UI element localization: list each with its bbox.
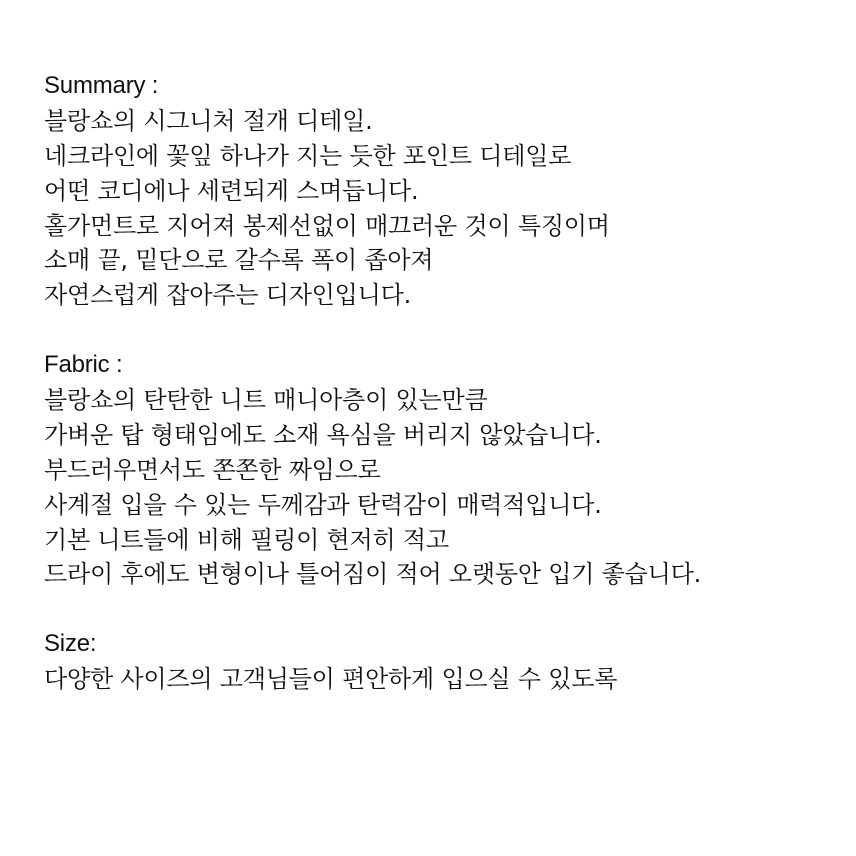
size-line: 다양한 사이즈의 고객님들이 편안하게 입으실 수 있도록	[44, 665, 618, 694]
summary-line: 홀가먼트로 지어져 봉제선없이 매끄러운 것이 특징이며	[44, 211, 610, 240]
fabric-heading: Fabric :	[44, 351, 123, 379]
fabric-line: 기본 니트들에 비해 필링이 현저히 적고	[44, 525, 449, 554]
summary-line: 소매 끝, 밑단으로 갈수록 폭이 좁아져	[44, 246, 434, 275]
section-spacer	[44, 313, 834, 348]
size-section	[44, 627, 834, 697]
fabric-line: 드라이 후에도 변형이나 틀어짐이 적어 오랫동안 입기 좋습니다.	[44, 560, 702, 589]
fabric-line: 가벼운 탑 형태임에도 소재 욕심을 버리지 않았습니다.	[44, 420, 602, 449]
fabric-section	[44, 348, 834, 592]
product-description	[44, 69, 834, 697]
fabric-line: 사계절 입을 수 있는 두께감과 탄력감이 매력적입니다.	[44, 490, 602, 519]
size-heading: Size:	[44, 630, 97, 658]
fabric-line: 부드러우면서도 쫀쫀한 짜임으로	[44, 455, 381, 484]
fabric-line: 블랑쇼의 탄탄한 니트 매니아층이 있는만큼	[44, 386, 488, 415]
section-spacer	[44, 592, 834, 627]
summary-section	[44, 69, 834, 313]
summary-line: 네크라인에 꽃잎 하나가 지는 듯한 포인트 디테일로	[44, 141, 572, 170]
summary-line: 자연스럽게 잡아주는 디자인입니다.	[44, 281, 412, 310]
summary-line: 블랑쇼의 시그니처 절개 디테일.	[44, 106, 373, 135]
summary-line: 어떤 코디에나 세련되게 스며듭니다.	[44, 176, 419, 205]
summary-heading: Summary :	[44, 72, 159, 99]
